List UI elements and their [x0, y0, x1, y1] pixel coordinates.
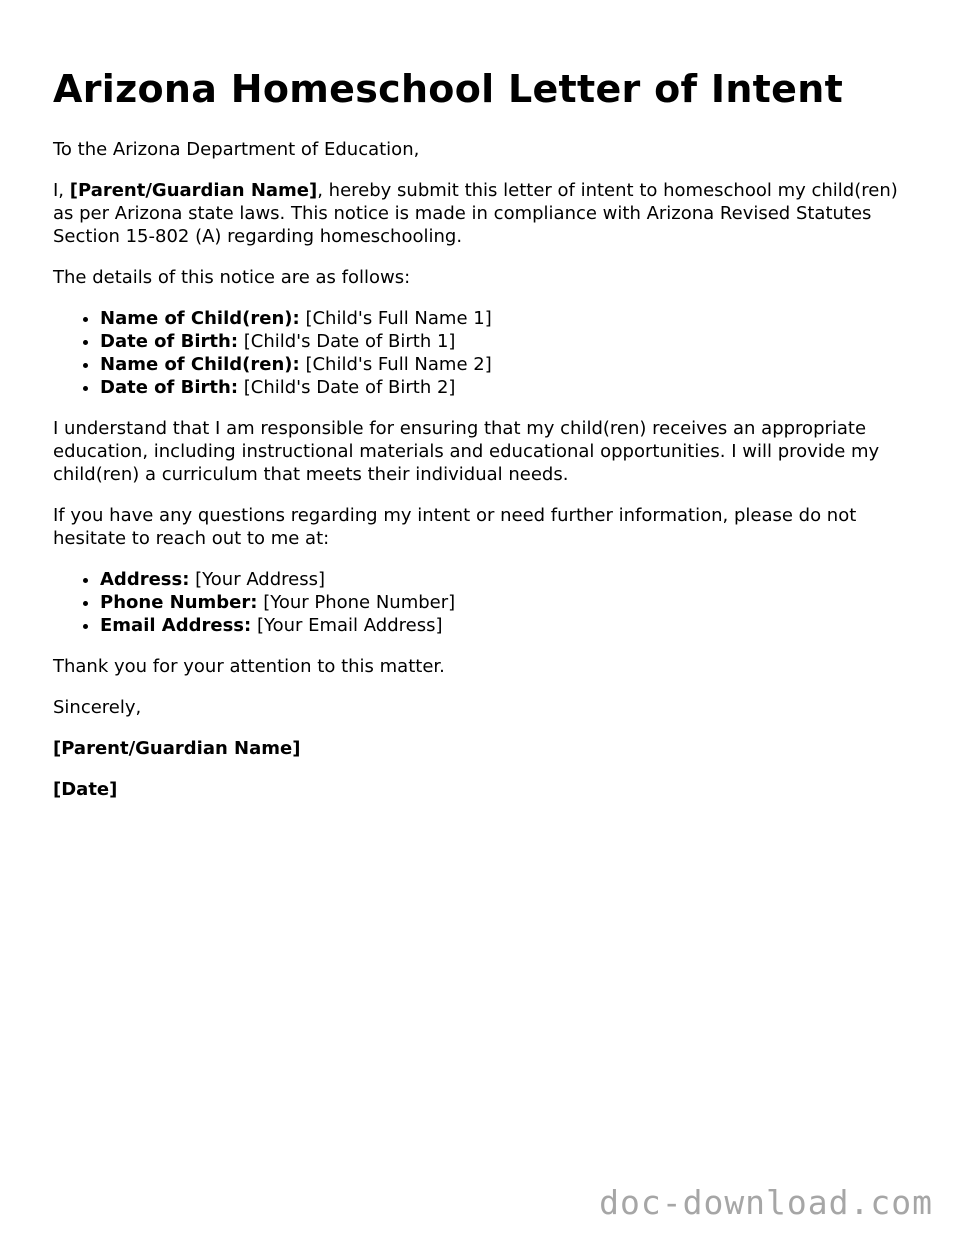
- detail-label: Name of Child(ren):: [100, 308, 300, 329]
- list-item: [100, 614, 923, 637]
- contact-value: [Your Phone Number]: [257, 592, 456, 613]
- contact-value: [Your Email Address]: [251, 615, 443, 636]
- children-details-list: [53, 307, 923, 399]
- detail-label: Date of Birth:: [100, 377, 239, 398]
- list-item: [100, 353, 923, 376]
- watermark: doc-download.com: [599, 1183, 933, 1222]
- letter-body: [53, 138, 923, 819]
- contact-label: Address:: [100, 569, 190, 590]
- list-item: [100, 568, 923, 591]
- detail-value: [Child's Full Name 1]: [299, 308, 492, 329]
- intro-suffix: , hereby submit this letter of intent to homeschool my child(ren) as per Arizona state laws. This notice is made in compliance with Arizona Revised Statutes Section 15-802 (A) regarding homeschooling.: [53, 180, 898, 247]
- list-item: [100, 330, 923, 353]
- detail-value: [Child's Date of Birth 2]: [238, 377, 456, 398]
- parent-name-placeholder: [Parent/Guardian Name]: [69, 180, 318, 201]
- signature-name-text: [Parent/Guardian Name]: [53, 738, 301, 759]
- contact-label: Phone Number:: [100, 592, 258, 613]
- responsibility-paragraph: I understand that I am responsible for ensuring that my child(ren) receives an appropriate education, including instructional materials and educational opportunities. I will provide my child(ren) a curriculum that meets their individual needs.: [53, 418, 880, 485]
- list-item: [100, 307, 923, 330]
- signature-date-text: [Date]: [53, 779, 118, 800]
- contact-list: [53, 568, 923, 637]
- signature-date: [53, 778, 923, 801]
- detail-label: Date of Birth:: [100, 331, 239, 352]
- signature-name: [53, 737, 923, 760]
- thanks-line: Thank you for your attention to this matter.: [53, 656, 445, 677]
- list-item: [100, 591, 923, 614]
- page-title: Arizona Homeschool Letter of Intent: [53, 67, 844, 111]
- contact-label: Email Address:: [100, 615, 252, 636]
- intro-prefix: I,: [53, 180, 70, 201]
- intro-paragraph: [53, 179, 923, 248]
- list-item: [100, 376, 923, 399]
- salutation: To the Arizona Department of Education,: [53, 139, 420, 160]
- detail-label: Name of Child(ren):: [100, 354, 300, 375]
- contact-intro: If you have any questions regarding my intent or need further information, please do not hesitate to reach out to me at:: [53, 505, 857, 549]
- closing-line: Sincerely,: [53, 697, 142, 718]
- detail-value: [Child's Full Name 2]: [299, 354, 492, 375]
- detail-value: [Child's Date of Birth 1]: [238, 331, 456, 352]
- details-intro: The details of this notice are as follows:: [53, 267, 411, 288]
- contact-value: [Your Address]: [189, 569, 326, 590]
